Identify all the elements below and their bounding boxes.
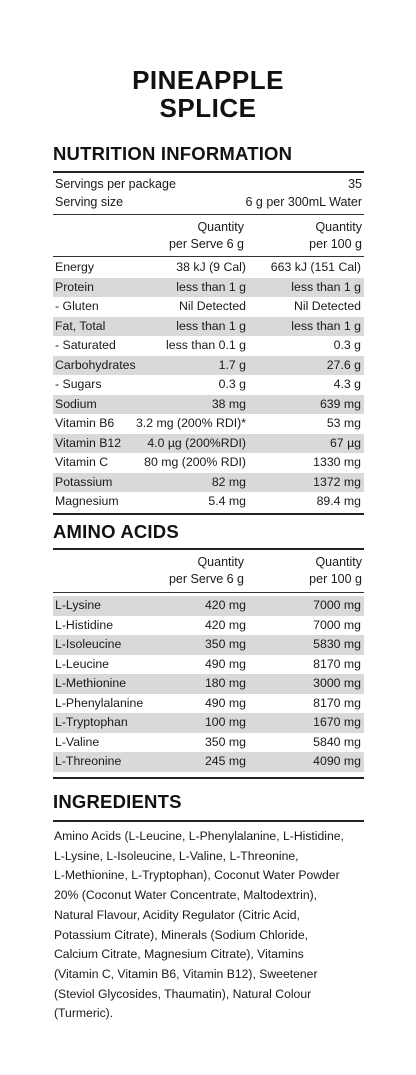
table-row [53,336,364,356]
row-per-100g: 1330 mg [313,455,361,469]
nutrition-col-100g-line2: per 100 g [309,237,362,251]
row-name: Fat, Total [55,318,106,333]
amino-col-100g-header [252,554,362,588]
ingredients-line: (Turmeric). [54,1006,114,1021]
row-name: Energy [55,260,94,274]
row-per-100g: 8170 mg [313,656,361,671]
ingredients-line: Amino Acids (L-Leucine, L-Phenylalanine, L-Histidine, [54,829,344,843]
row-per-serve: 80 mg (200% RDI) [144,455,246,469]
servings-label: Servings per package [55,177,176,191]
row-per-100g: less than 1 g [291,279,361,294]
nutrition-bottom-rule [53,513,364,515]
row-per-100g: 0.3 g [333,338,361,352]
nutrition-header-rule [53,256,364,257]
row-name: Protein [55,279,94,294]
amino-top-rule [53,548,364,550]
serving-size-label: Serving size [55,195,124,209]
table-row [53,674,364,694]
row-name: L-Lysine [55,598,102,612]
row-per-serve: Nil Detected [179,299,246,313]
amino-col-serve-header [124,554,244,588]
row-per-100g: 4090 mg [313,754,361,768]
row-name: L-Isoleucine [55,637,122,651]
row-per-100g: 1670 mg [313,715,361,729]
row-name: Magnesium [55,494,119,508]
row-name: L-Leucine [55,656,110,671]
amino-header-rule [53,592,364,593]
row-per-serve: 82 mg [211,474,246,489]
row-name: L-Threonine [55,754,122,768]
row-per-serve: 3.2 mg (200% RDI)* [135,416,246,430]
row-name: - Gluten [55,299,99,313]
row-name: L-Methionine [55,676,127,690]
table-row [53,453,364,473]
row-per-100g: 7000 mg [313,617,361,632]
table-row [53,713,364,733]
row-name: - Sugars [55,377,102,391]
serving-size-row [53,192,364,212]
amino-col-serve-line2: per Serve 6 g [168,572,244,586]
row-per-serve: 100 mg [204,715,246,729]
ingredients-line: 20% (Coconut Water Concentrate, Maltodextrin), [54,888,318,903]
row-per-serve: 5.4 mg [208,494,246,508]
table-row [53,317,364,337]
row-name: - Saturated [55,338,116,352]
row-per-serve: 350 mg [204,734,246,749]
row-name: Vitamin C [55,455,109,469]
row-name: L-Tryptophan [55,715,128,729]
amino-column-headers [53,554,364,588]
nutrition-top-rule [53,171,364,173]
row-per-100g: 3000 mg [313,676,361,690]
product-title [0,66,416,122]
row-per-serve: 0.3 g [218,377,246,391]
table-row [53,258,364,278]
row-name: Potassium [55,474,113,489]
row-per-100g: 7000 mg [313,598,361,612]
amino-heading: AMINO ACIDS [53,521,179,542]
row-per-100g: 639 mg [319,396,361,411]
row-name: Vitamin B6 [55,416,115,430]
row-name: Vitamin B12 [55,435,122,450]
table-row [53,434,364,454]
row-per-100g: 27.6 g [326,357,361,372]
row-per-100g: 4.3 g [333,377,361,391]
row-per-100g: 67 µg [329,435,361,450]
row-per-serve: 245 mg [204,754,246,768]
table-row [53,655,364,675]
row-per-100g: 663 kJ (151 Cal) [270,260,361,274]
nutrition-heading: NUTRITION INFORMATION [53,143,293,164]
row-name: Carbohydrates [55,357,136,372]
table-row [53,297,364,317]
row-name: L-Histidine [55,617,114,632]
row-per-serve: 420 mg [204,617,246,632]
row-per-100g: 8170 mg [313,695,361,710]
ingredients-line: (Vitamin C, Vitamin B6, Vitamin B12), Sweetener [54,966,318,981]
table-row [53,492,364,512]
row-per-serve: 1.7 g [218,357,246,372]
table-row [53,694,364,714]
row-per-100g: 5830 mg [313,637,361,651]
amino-table [53,596,364,772]
row-per-serve: 420 mg [204,598,246,612]
ingredients-line: Natural Flavour, Acidity Regulator (Citric Acid, [54,907,300,922]
row-per-100g: less than 1 g [291,318,361,333]
servings-value: 35 [348,177,362,191]
table-row [53,395,364,415]
ingredients-line: (Steviol Glycosides, Thaumatin), Natural Colour [54,986,312,1001]
table-row [53,752,364,772]
row-name: L-Phenylalanine [55,695,144,710]
ingredients-line: L-Methionine, L-Tryptophan), Coconut Water Powder [54,868,340,883]
row-per-100g: 1372 mg [313,474,361,489]
table-row [53,473,364,493]
nutrition-col-serve-header [124,219,244,253]
amino-bottom-rule [53,777,364,779]
row-per-serve: 180 mg [204,676,246,690]
row-per-serve: less than 1 g [176,318,246,333]
product-title-line1: PINEAPPLE [132,65,284,95]
nutrition-col-100g-line1: Quantity [315,220,362,234]
table-row [53,616,364,636]
table-row [53,733,364,753]
table-row [53,375,364,395]
servings-row [53,174,364,194]
row-per-100g: 53 mg [326,416,361,430]
row-per-serve: less than 1 g [176,279,246,294]
table-row [53,278,364,298]
ingredients-heading: INGREDIENTS [53,791,182,812]
table-row [53,414,364,434]
amino-col-100g-line1: Quantity [315,555,362,569]
nutrition-col-100g-header [252,219,362,253]
row-name: Sodium [55,396,97,411]
nutrition-column-headers [53,219,364,253]
ingredients-line: Calcium Citrate, Magnesium Citrate), Vitamins [54,947,304,962]
row-per-serve: 490 mg [204,656,246,671]
row-per-100g: Nil Detected [294,299,361,313]
row-per-serve: 350 mg [204,637,246,651]
row-per-serve: 38 mg [211,396,246,411]
row-per-100g: 89.4 mg [316,494,361,508]
product-title-line2: SPLICE [159,93,257,123]
table-row [53,635,364,655]
row-name: L-Valine [55,734,100,749]
amino-col-serve-line1: Quantity [197,555,244,569]
ingredients-line: Potassium Citrate), Minerals (Sodium Chloride, [54,927,308,942]
nutrition-meta-rule [53,214,364,215]
row-per-serve: 490 mg [204,695,246,710]
ingredients-line: L-Lysine, L-Isoleucine, L-Valine, L-Threonine, [54,848,299,863]
row-per-serve: 38 kJ (9 Cal) [176,260,246,274]
table-row [53,356,364,376]
amino-col-100g-line2: per 100 g [309,572,362,586]
serving-size-value: 6 g per 300mL Water [245,195,362,209]
row-per-serve: 4.0 µg (200%RDI) [147,435,246,450]
nutrition-col-serve-line2: per Serve 6 g [168,237,244,251]
row-per-serve: less than 0.1 g [166,338,246,352]
ingredients-top-rule [53,820,364,822]
ingredients-text [54,827,366,1024]
row-per-100g: 5840 mg [313,734,361,749]
table-row [53,596,364,616]
nutrition-col-serve-line1: Quantity [197,220,244,234]
nutrition-table [53,258,364,512]
